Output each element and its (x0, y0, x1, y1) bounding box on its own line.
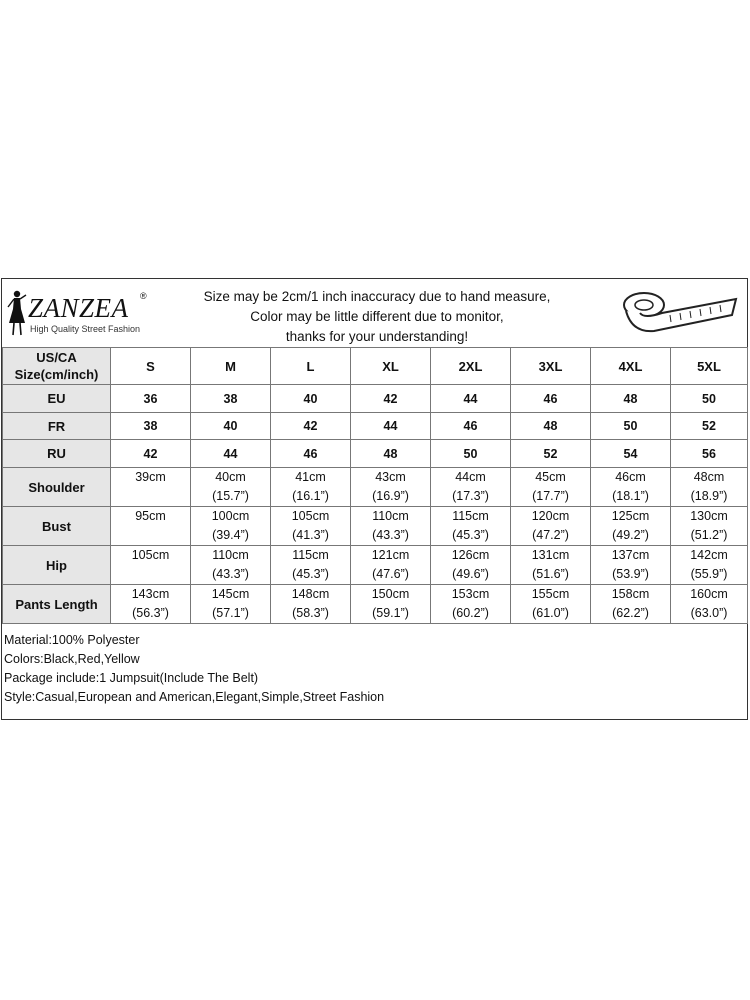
detail-line: Material:100% Polyester (4, 633, 140, 647)
row-label: Bust (3, 507, 111, 546)
header-label-cell (3, 348, 111, 385)
size-col-header: 3XL (511, 348, 591, 385)
registered-mark: ® (140, 291, 147, 301)
table-cell (111, 507, 191, 546)
cm-value: 160cm (690, 587, 728, 601)
table-cell (191, 546, 271, 585)
cm-value: 131cm (531, 548, 570, 562)
cm-value: 120cm (531, 509, 570, 523)
cm-value: 121cm (371, 548, 410, 562)
table-cell (271, 468, 351, 507)
table-row (3, 546, 748, 585)
inch-value: (18.1”) (612, 489, 649, 503)
row-label: Pants Length (3, 585, 111, 624)
cm-value: 130cm (690, 509, 728, 523)
table-row (3, 507, 748, 546)
inch-value: (41.3”) (292, 528, 329, 542)
table-cell: 36 (111, 385, 191, 413)
inch-value: (51.6”) (532, 567, 569, 581)
inch-value: (49.6”) (452, 567, 489, 581)
table-row (3, 440, 748, 468)
cm-value: 45cm (535, 470, 566, 484)
cm-value: 40cm (215, 470, 246, 484)
inch-value: (18.9”) (690, 489, 728, 503)
inch-value: (43.3”) (372, 528, 409, 542)
table-cell: 44 (191, 440, 271, 468)
cm-value: 41cm (295, 470, 326, 484)
cm-value: 137cm (611, 548, 650, 562)
brand-tagline: High Quality Street Fashion (30, 324, 141, 334)
row-label: EU (3, 385, 111, 413)
table-cell (271, 507, 351, 546)
cm-value: 95cm (135, 509, 166, 523)
table-cell (591, 468, 671, 507)
detail-line: Style:Casual,European and American,Elegant,Simple,Street Fashion (4, 690, 385, 704)
inch-value: (56.3”) (132, 606, 169, 620)
inch-value: (45.3”) (292, 567, 329, 581)
table-cell (671, 585, 748, 624)
size-col-header: M (191, 348, 271, 385)
table-cell: 48 (591, 385, 671, 413)
table-cell (591, 585, 671, 624)
size-chart-card (1, 278, 748, 720)
inch-value: (51.2”) (690, 528, 728, 542)
table-cell (111, 546, 191, 585)
cm-value: 148cm (291, 587, 330, 601)
inch-value: (39.4”) (212, 528, 249, 542)
cm-value: 143cm (131, 587, 170, 601)
cm-value: 158cm (611, 587, 650, 601)
row-label: Hip (3, 546, 111, 585)
cm-value: 125cm (611, 509, 650, 523)
table-header-row (3, 348, 748, 385)
table-cell (591, 546, 671, 585)
table-cell: 50 (671, 385, 748, 413)
chart-header (2, 279, 747, 348)
cm-value: 115cm (292, 548, 329, 562)
inch-value: (45.3”) (452, 528, 489, 542)
table-cell: 40 (271, 385, 351, 413)
table-cell: 52 (671, 413, 748, 440)
inch-value: (17.7”) (532, 489, 569, 503)
table-cell: 44 (351, 413, 431, 440)
table-cell (591, 507, 671, 546)
measurement-notice (162, 287, 592, 347)
table-row (3, 413, 748, 440)
inch-value: (61.0”) (532, 606, 569, 620)
size-col-header: S (111, 348, 191, 385)
cm-value: 100cm (211, 509, 250, 523)
table-cell: 46 (271, 440, 351, 468)
inch-value: (53.9”) (612, 567, 649, 581)
table-cell (111, 468, 191, 507)
table-cell: 56 (671, 440, 748, 468)
inch-value: (55.9”) (690, 567, 728, 581)
table-cell (511, 507, 591, 546)
header-label: US/CA Size(cm/inch) (14, 350, 99, 382)
table-cell: 54 (591, 440, 671, 468)
table-cell: 42 (271, 413, 351, 440)
table-cell (191, 507, 271, 546)
cm-value: 126cm (451, 548, 490, 562)
inch-value: (17.3”) (452, 489, 489, 503)
cm-value: 155cm (531, 587, 570, 601)
table-cell (351, 507, 431, 546)
table-row (3, 385, 748, 413)
table-cell (111, 585, 191, 624)
table-cell (191, 585, 271, 624)
table-cell (351, 468, 431, 507)
table-cell: 40 (191, 413, 271, 440)
cm-value: 46cm (615, 470, 646, 484)
row-label: Shoulder (3, 468, 111, 507)
table-row (3, 468, 748, 507)
size-table (2, 347, 748, 624)
detail-line: Colors:Black,Red,Yellow (4, 652, 140, 666)
table-cell (431, 546, 511, 585)
table-cell (431, 468, 511, 507)
notice-line: thanks for your understanding! (285, 329, 469, 344)
inch-value: (58.3”) (292, 606, 329, 620)
brand-name: ZANZEA (28, 293, 129, 323)
table-cell (511, 546, 591, 585)
cm-value: 39cm (135, 470, 166, 484)
measuring-tape-icon (614, 285, 744, 343)
detail-line: Package include:1 Jumpsuit(Include The Belt) (4, 671, 259, 685)
table-cell: 50 (591, 413, 671, 440)
inch-value: (43.3”) (212, 567, 249, 581)
cm-value: 142cm (690, 548, 728, 562)
size-col-header: 4XL (591, 348, 671, 385)
table-cell: 38 (111, 413, 191, 440)
table-cell: 42 (351, 385, 431, 413)
table-cell (511, 585, 591, 624)
fashion-figure-icon (6, 289, 28, 337)
table-cell: 38 (191, 385, 271, 413)
table-cell (431, 507, 511, 546)
table-cell: 46 (431, 413, 511, 440)
table-cell: 46 (511, 385, 591, 413)
table-cell (351, 546, 431, 585)
table-row (3, 585, 748, 624)
table-cell: 42 (111, 440, 191, 468)
table-cell (671, 507, 748, 546)
cm-value: 48cm (693, 470, 725, 484)
inch-value: (16.9”) (372, 489, 409, 503)
table-cell: 52 (511, 440, 591, 468)
table-cell: 48 (351, 440, 431, 468)
table-cell (191, 468, 271, 507)
inch-value: (57.1”) (212, 606, 249, 620)
table-cell (271, 585, 351, 624)
size-col-header: XL (351, 348, 431, 385)
table-cell (511, 468, 591, 507)
inch-value: (16.1”) (292, 489, 329, 503)
table-cell (671, 468, 748, 507)
inch-value: (47.2”) (532, 528, 569, 542)
cm-value: 115cm (452, 509, 489, 523)
notice-line: Color may be little different due to monitor, (250, 309, 504, 324)
table-cell (351, 585, 431, 624)
product-details (4, 631, 384, 707)
cm-value: 110cm (372, 509, 409, 523)
cm-value: 44cm (455, 470, 486, 484)
table-cell (271, 546, 351, 585)
cm-value: 145cm (211, 587, 250, 601)
table-cell (431, 585, 511, 624)
table-cell: 50 (431, 440, 511, 468)
inch-value: (59.1”) (372, 606, 409, 620)
inch-value: (62.2”) (612, 606, 649, 620)
inch-value: (63.0”) (690, 606, 728, 620)
cm-value: 105cm (291, 509, 330, 523)
row-label: RU (3, 440, 111, 468)
inch-value: (49.2”) (612, 528, 649, 542)
cm-value: 105cm (131, 548, 170, 562)
cm-value: 153cm (451, 587, 490, 601)
row-label: FR (3, 413, 111, 440)
table-cell: 44 (431, 385, 511, 413)
table-cell: 48 (511, 413, 591, 440)
inch-value: (15.7”) (212, 489, 249, 503)
inch-value: (47.6”) (372, 567, 409, 581)
size-col-header: 2XL (431, 348, 511, 385)
notice-line: Size may be 2cm/1 inch inaccuracy due to hand measure, (203, 289, 551, 304)
size-col-header: 5XL (671, 348, 748, 385)
inch-value: (60.2”) (452, 606, 489, 620)
cm-value: 43cm (375, 470, 406, 484)
cm-value: 150cm (371, 587, 410, 601)
brand-logo (6, 287, 156, 339)
table-cell (671, 546, 748, 585)
cm-value: 110cm (212, 548, 249, 562)
size-col-header: L (271, 348, 351, 385)
